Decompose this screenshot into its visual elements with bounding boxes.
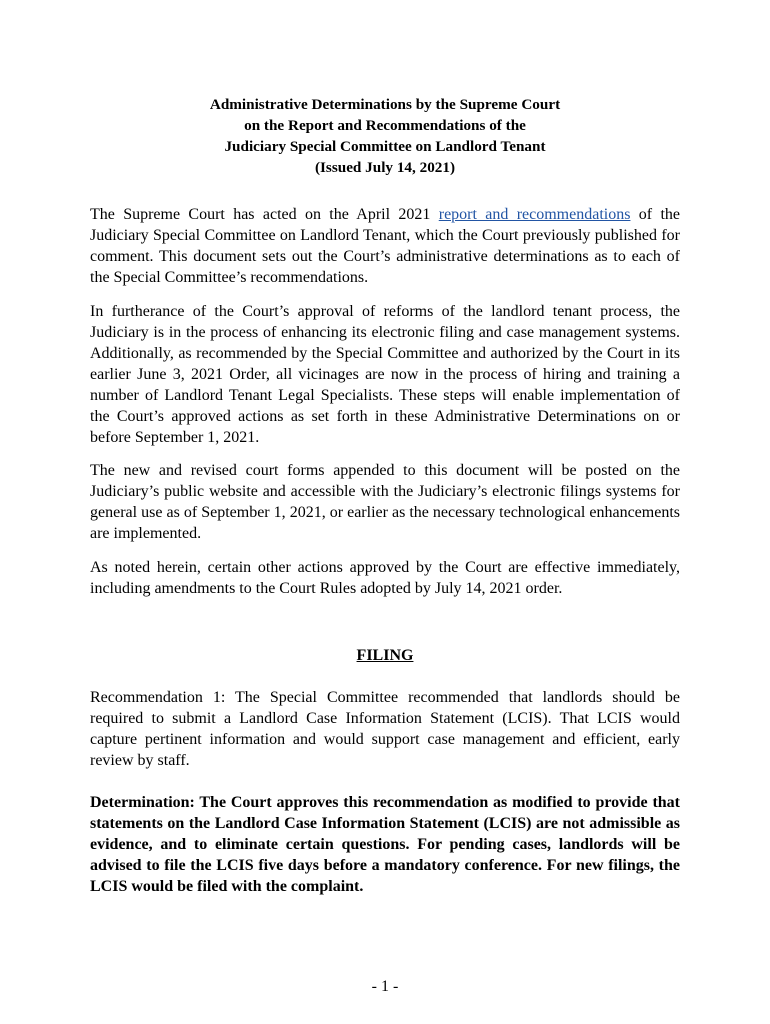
title-line-2: on the Report and Recommendations of the (244, 117, 526, 134)
intro-text-end: of the Judiciary Special Committee on Landlord Tenant, which the Court previously published for comment. This document sets out the Court’s administrative determinations as to each of the Special Committee’s recommendations. (90, 206, 680, 286)
determination-1: Determination: The Court approves this recommendation as modified to provide that statements on the Landlord Case Information Statement (LCIS) are not admissible as evidence, and to eliminate certain questions. For pending cases, landlords will be advised to file the LCIS five days before a mandatory conference. For new filings, the LCIS would be filed with the complaint. (90, 794, 680, 895)
report-link[interactable]: report and recommendations (438, 206, 631, 223)
paragraph-actions: As noted herein, certain other actions approved by the Court are effective immediately, including amendments to the Court Rules adopted by July 14, 2021 order. (90, 559, 680, 597)
document-title (90, 94, 680, 178)
title-line-4: (Issued July 14, 2021) (314, 159, 456, 176)
page-number: - 1 - (371, 978, 399, 995)
title-line-3: Judiciary Special Committee on Landlord Tenant (224, 138, 546, 155)
intro-text-start: The Supreme Court has acted on the April 2021 (90, 206, 439, 223)
title-line-1: Administrative Determinations by the Supreme Court (209, 96, 561, 113)
recommendation-1: Recommendation 1: The Special Committee recommended that landlords should be required to submit a Landlord Case Information Statement (LCIS). That LCIS would capture pertinent information and would support case management and efficient, early review by staff. (90, 689, 680, 769)
paragraph-forms: The new and revised court forms appended to this document will be posted on the Judiciary’s public website and accessible with the Judiciary’s electronic filings systems for general use as of September 1, 2021, or earlier as the necessary technological enhancements are implemented. (90, 462, 680, 542)
paragraph-reforms: In furtherance of the Court’s approval of reforms of the landlord tenant process, the Judiciary is in the process of enhancing its electronic filing and case management systems. Additionally, as recommended by the Special Committee and authorized by the Court in its earlier June 3, 2021 Order, all vicinages are now in the process of hiring and training a number of Landlord Tenant Legal Specialists. These steps will enable implementation of the Court’s approved actions as set forth in these Administrative Determinations on or before September 1, 2021. (90, 303, 680, 446)
intro-paragraph (90, 204, 680, 288)
section-heading-filing: FILING (356, 647, 414, 664)
